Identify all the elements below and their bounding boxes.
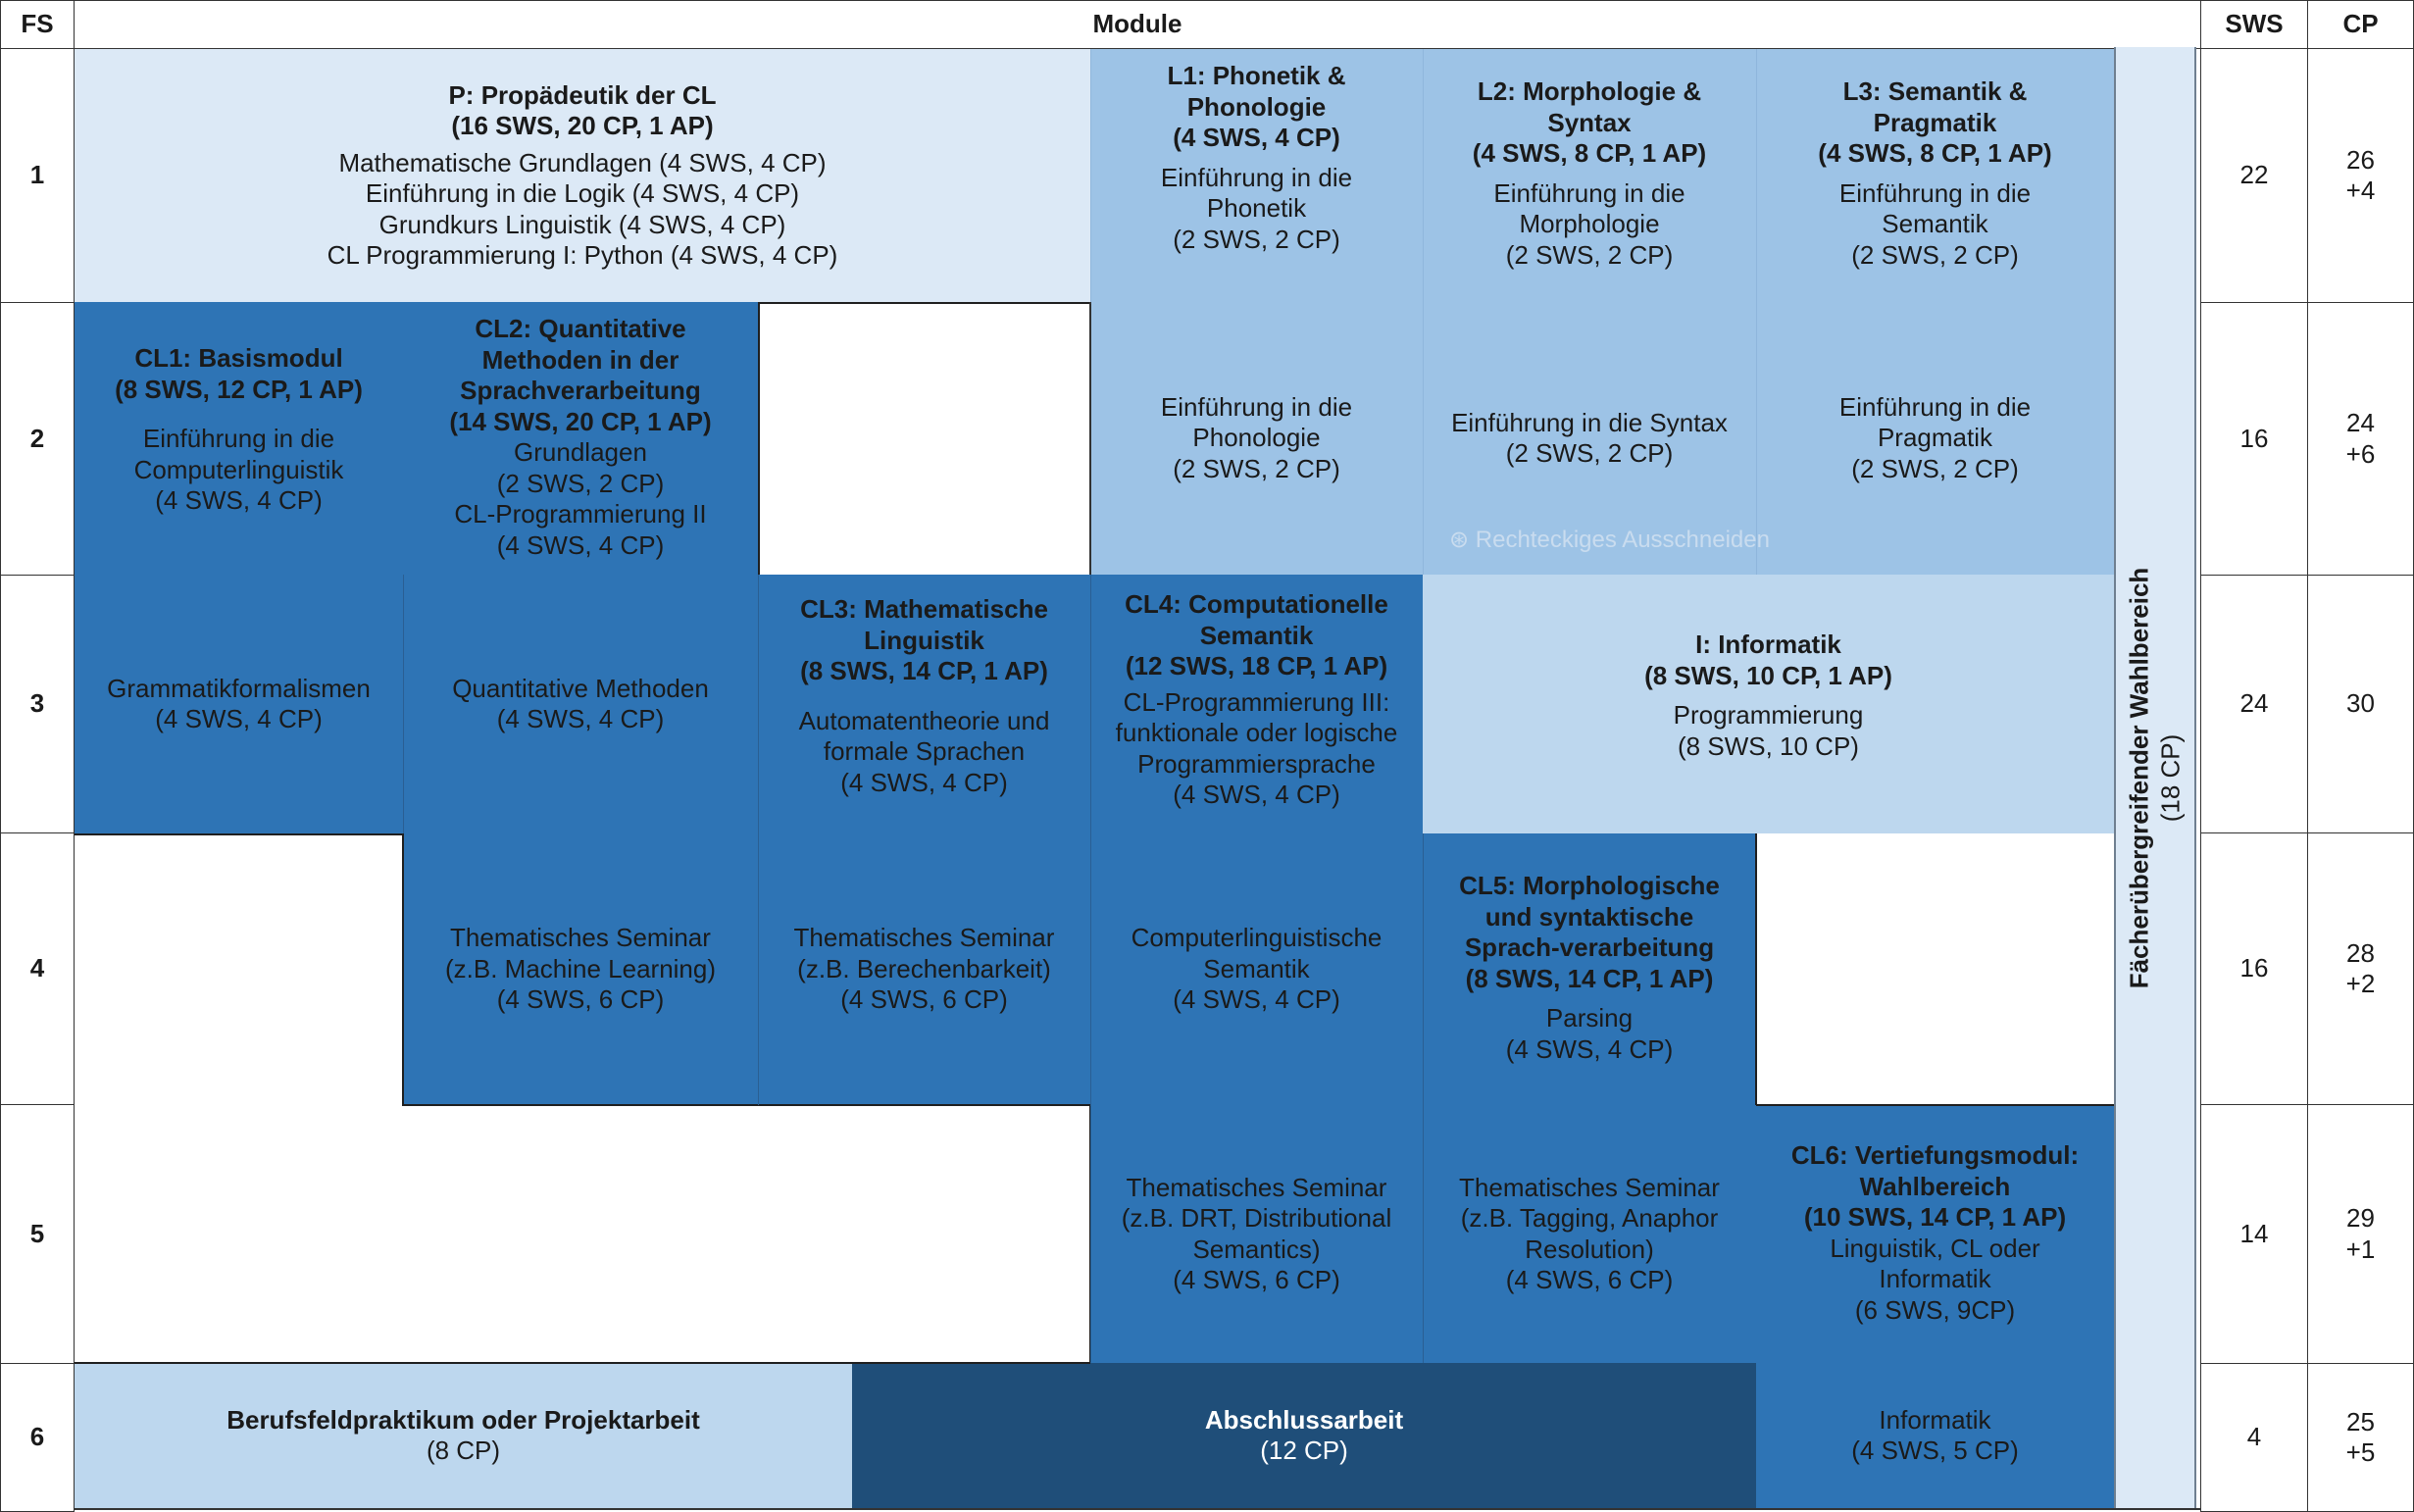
row-sws-5 — [2200, 1104, 2308, 1364]
module-cl4-middle — [1090, 833, 1423, 1105]
grid-line — [758, 575, 759, 1105]
header-cp-label: CP — [2342, 9, 2379, 39]
module-cl6-top — [1756, 1105, 2114, 1363]
module-cl5-title: CL5: Morphologische und syntaktische Sprach-verarbeitung (8 SWS, 14 CP, 1 AP) — [1459, 871, 1720, 993]
sws-value: 16 — [2239, 423, 2269, 453]
module-cl1-top — [75, 302, 403, 575]
header-module-label: Module — [1092, 9, 1182, 39]
module-cl6-course2: Informatik (4 SWS, 5 CP) — [1851, 1404, 2019, 1465]
module-l1-course1: Einführung in die Phonetik (2 SWS, 2 CP) — [1160, 162, 1353, 254]
module-cl4-course2: Computerlinguistische Semantik (4 SWS, 4 CP) — [1131, 923, 1383, 1015]
row-cp-3 — [2307, 575, 2414, 833]
sws-value: 16 — [2239, 953, 2269, 983]
snip-label-text: Rechteckiges Ausschneiden — [1475, 527, 1770, 553]
module-cl3-course1: Automatentheorie und formale Sprachen (4 SWS, 4 CP) — [798, 705, 1050, 797]
module-informatik-course: Programmierung (8 SWS, 10 CP) — [1673, 700, 1864, 761]
module-informatik — [1423, 575, 2114, 833]
module-wahlbereich — [2114, 47, 2196, 1508]
module-l1-bottom — [1090, 302, 1423, 575]
module-cl5-top — [1423, 833, 1756, 1105]
grid-line — [1756, 1104, 2114, 1106]
module-wahlbereich-cp: (18 CP) — [2155, 733, 2186, 822]
module-praktikum — [75, 1363, 852, 1508]
grid-line — [1423, 833, 1424, 1363]
cp-value: 28 +2 — [2345, 937, 2376, 998]
sws-value: 24 — [2239, 688, 2269, 719]
module-wahlbereich-title: Fächerübergreifender Wahlbereich — [2124, 567, 2154, 988]
module-cl1-course1: Einführung in die Computerlinguistik (4 SWS, 4 CP) — [133, 424, 344, 515]
fs-value: 4 — [29, 953, 45, 983]
cp-value: 26 +4 — [2345, 144, 2376, 205]
grid-line — [75, 833, 403, 835]
grid-line — [1756, 49, 1757, 575]
module-informatik-title: I: Informatik (8 SWS, 10 CP, 1 AP) — [1644, 630, 1892, 690]
module-cl1-bottom — [75, 575, 403, 833]
module-cl5-bottom — [1423, 1105, 1756, 1363]
row-fs-6 — [0, 1363, 75, 1512]
fs-value: 1 — [29, 160, 45, 190]
grid-line — [402, 1104, 1090, 1106]
grid-line — [1423, 49, 1424, 575]
module-praktikum-cp: (8 CP) — [426, 1436, 501, 1465]
grid-line — [402, 833, 404, 1105]
module-l3-title: L3: Semantik & Pragmatik (4 SWS, 8 CP, 1 AP) — [1818, 76, 2052, 168]
grid-line — [75, 1508, 2200, 1510]
row-fs-1 — [0, 48, 75, 303]
fs-value: 6 — [29, 1422, 45, 1452]
grid-line — [758, 302, 1090, 304]
grid-line — [74, 48, 75, 1509]
snip-icon: ⊛ — [1449, 527, 1470, 553]
row-sws-6 — [2200, 1363, 2308, 1512]
row-cp-2 — [2307, 302, 2414, 576]
module-l3-top — [1756, 49, 2114, 302]
row-sws-3 — [2200, 575, 2308, 833]
header-module — [74, 0, 2201, 49]
module-l2-title: L2: Morphologie & Syntax (4 SWS, 8 CP, 1 AP) — [1472, 76, 1707, 168]
module-thesis-title: Abschlussarbeit — [1204, 1404, 1404, 1435]
module-thesis — [852, 1363, 1756, 1508]
module-p-courses: Mathematische Grundlagen (4 SWS, 4 CP) Einführung in die Logik (4 SWS, 4 CP) Grundkurs Linguistik (4 SWS, 4 CP) CL Programmierung I: Python (4 SWS, 4 CP) — [327, 147, 838, 270]
module-cl3-top — [758, 575, 1090, 833]
row-sws-1 — [2200, 48, 2308, 303]
cp-value: 29 +1 — [2345, 1203, 2376, 1264]
module-cl3-title: CL3: Mathematische Linguistik (8 SWS, 14 CP, 1 AP) — [800, 594, 1048, 685]
module-l2-course1: Einführung in die Morphologie (2 SWS, 2 CP) — [1493, 177, 1685, 270]
row-cp-6 — [2307, 1363, 2414, 1512]
module-l2-course2: Einführung in die Syntax (2 SWS, 2 CP) — [1451, 407, 1728, 468]
module-cl3-bottom — [758, 833, 1090, 1105]
grid-line — [1090, 575, 1091, 1363]
sws-value: 22 — [2239, 160, 2269, 190]
grid-line — [758, 302, 760, 575]
row-fs-2 — [0, 302, 75, 576]
module-praktikum-title: Berufsfeldpraktikum oder Projektarbeit — [226, 1404, 700, 1435]
module-thesis-cp: (12 CP) — [1260, 1436, 1348, 1465]
row-sws-4 — [2200, 832, 2308, 1105]
fs-value: 5 — [29, 1218, 45, 1248]
module-l1-title: L1: Phonetik & Phonologie (4 SWS, 4 CP) — [1167, 61, 1346, 152]
cp-value: 25 +5 — [2345, 1406, 2376, 1467]
header-sws — [2200, 0, 2308, 49]
sws-value: 14 — [2239, 1218, 2269, 1248]
module-cl2-course2: Quantitative Methoden (4 SWS, 4 CP) — [452, 673, 709, 733]
module-cl2-course1: Grundlagen (2 SWS, 2 CP) CL-Programmierung II (4 SWS, 4 CP) — [454, 437, 707, 560]
cp-value: 30 — [2346, 688, 2375, 719]
module-l2-top — [1423, 49, 1756, 302]
module-cl2-top — [403, 302, 758, 575]
cp-value: 24 +6 — [2345, 408, 2376, 469]
fs-value: 2 — [29, 423, 45, 453]
header-cp — [2307, 0, 2414, 49]
module-p-title: P: Propädeutik der CL (16 SWS, 20 CP, 1 AP) — [448, 79, 717, 140]
module-cl6-title: CL6: Vertiefungsmodul: Wahlbereich (10 SWS, 14 CP, 1 AP) — [1790, 1140, 2080, 1232]
module-cl5-course1: Parsing (4 SWS, 4 CP) — [1505, 1003, 1674, 1064]
module-cl2-bottom — [403, 833, 758, 1105]
grid-line — [403, 575, 404, 833]
header-fs — [0, 0, 75, 49]
row-cp-5 — [2307, 1104, 2414, 1364]
snip-overlay-label — [1449, 526, 1770, 554]
module-l1-course2: Einführung in die Phonologie (2 SWS, 2 CP) — [1160, 391, 1353, 483]
module-cl2-course3: Thematisches Seminar (z.B. Machine Learning) (4 SWS, 6 CP) — [444, 923, 717, 1015]
module-p — [75, 49, 1090, 302]
module-wahlbereich-text — [2125, 567, 2187, 988]
module-cl4-title: CL4: Computationelle Semantik (12 SWS, 18 CP, 1 AP) — [1125, 589, 1388, 680]
module-cl5-course2: Thematisches Seminar (z.B. Tagging, Anaphor Resolution) (4 SWS, 6 CP) — [1459, 1172, 1720, 1294]
row-sws-2 — [2200, 302, 2308, 576]
row-fs-3 — [0, 575, 75, 833]
module-l1-top — [1090, 49, 1423, 302]
module-cl4-top — [1090, 575, 1423, 833]
module-l3-course2: Einführung in die Pragmatik (2 SWS, 2 CP) — [1838, 391, 2032, 483]
module-cl4-bottom — [1090, 1105, 1423, 1363]
row-cp-1 — [2307, 48, 2414, 303]
module-cl6-course1: Linguistik, CL oder Informatik (6 SWS, 9CP) — [1830, 1233, 2040, 1325]
row-fs-5 — [0, 1104, 75, 1364]
module-cl1-course2: Grammatikformalismen (4 SWS, 4 CP) — [107, 673, 371, 733]
row-fs-4 — [0, 832, 75, 1105]
module-cl2-middle — [403, 575, 758, 833]
module-l3-bottom — [1756, 302, 2114, 575]
module-cl1-title: CL1: Basismodul (8 SWS, 12 CP, 1 AP) — [115, 343, 363, 404]
grid-line — [75, 1362, 1090, 1364]
module-cl6-bottom — [1756, 1363, 2114, 1508]
grid-line — [1755, 833, 1757, 1105]
grid-line — [1089, 302, 1091, 575]
module-cl4-course3: Thematisches Seminar (z.B. DRT, Distributional Semantics) (4 SWS, 6 CP) — [1121, 1172, 1392, 1294]
row-cp-4 — [2307, 832, 2414, 1105]
module-cl2-title: CL2: Quantitative Methoden in der Sprachverarbeitung (14 SWS, 20 CP, 1 AP) — [449, 314, 712, 436]
header-sws-label: SWS — [2225, 9, 2284, 39]
fs-value: 3 — [29, 688, 45, 719]
sws-value: 4 — [2246, 1422, 2262, 1452]
module-cl3-course2: Thematisches Seminar (z.B. Berechenbarkeit) (4 SWS, 6 CP) — [793, 923, 1055, 1015]
module-cl4-course1: CL-Programmierung III: funktionale oder logische Programmiersprache (4 SWS, 4 CP) — [1115, 686, 1398, 809]
header-fs-label: FS — [21, 9, 54, 39]
module-l3-course1: Einführung in die Semantik (2 SWS, 2 CP) — [1838, 177, 2032, 270]
